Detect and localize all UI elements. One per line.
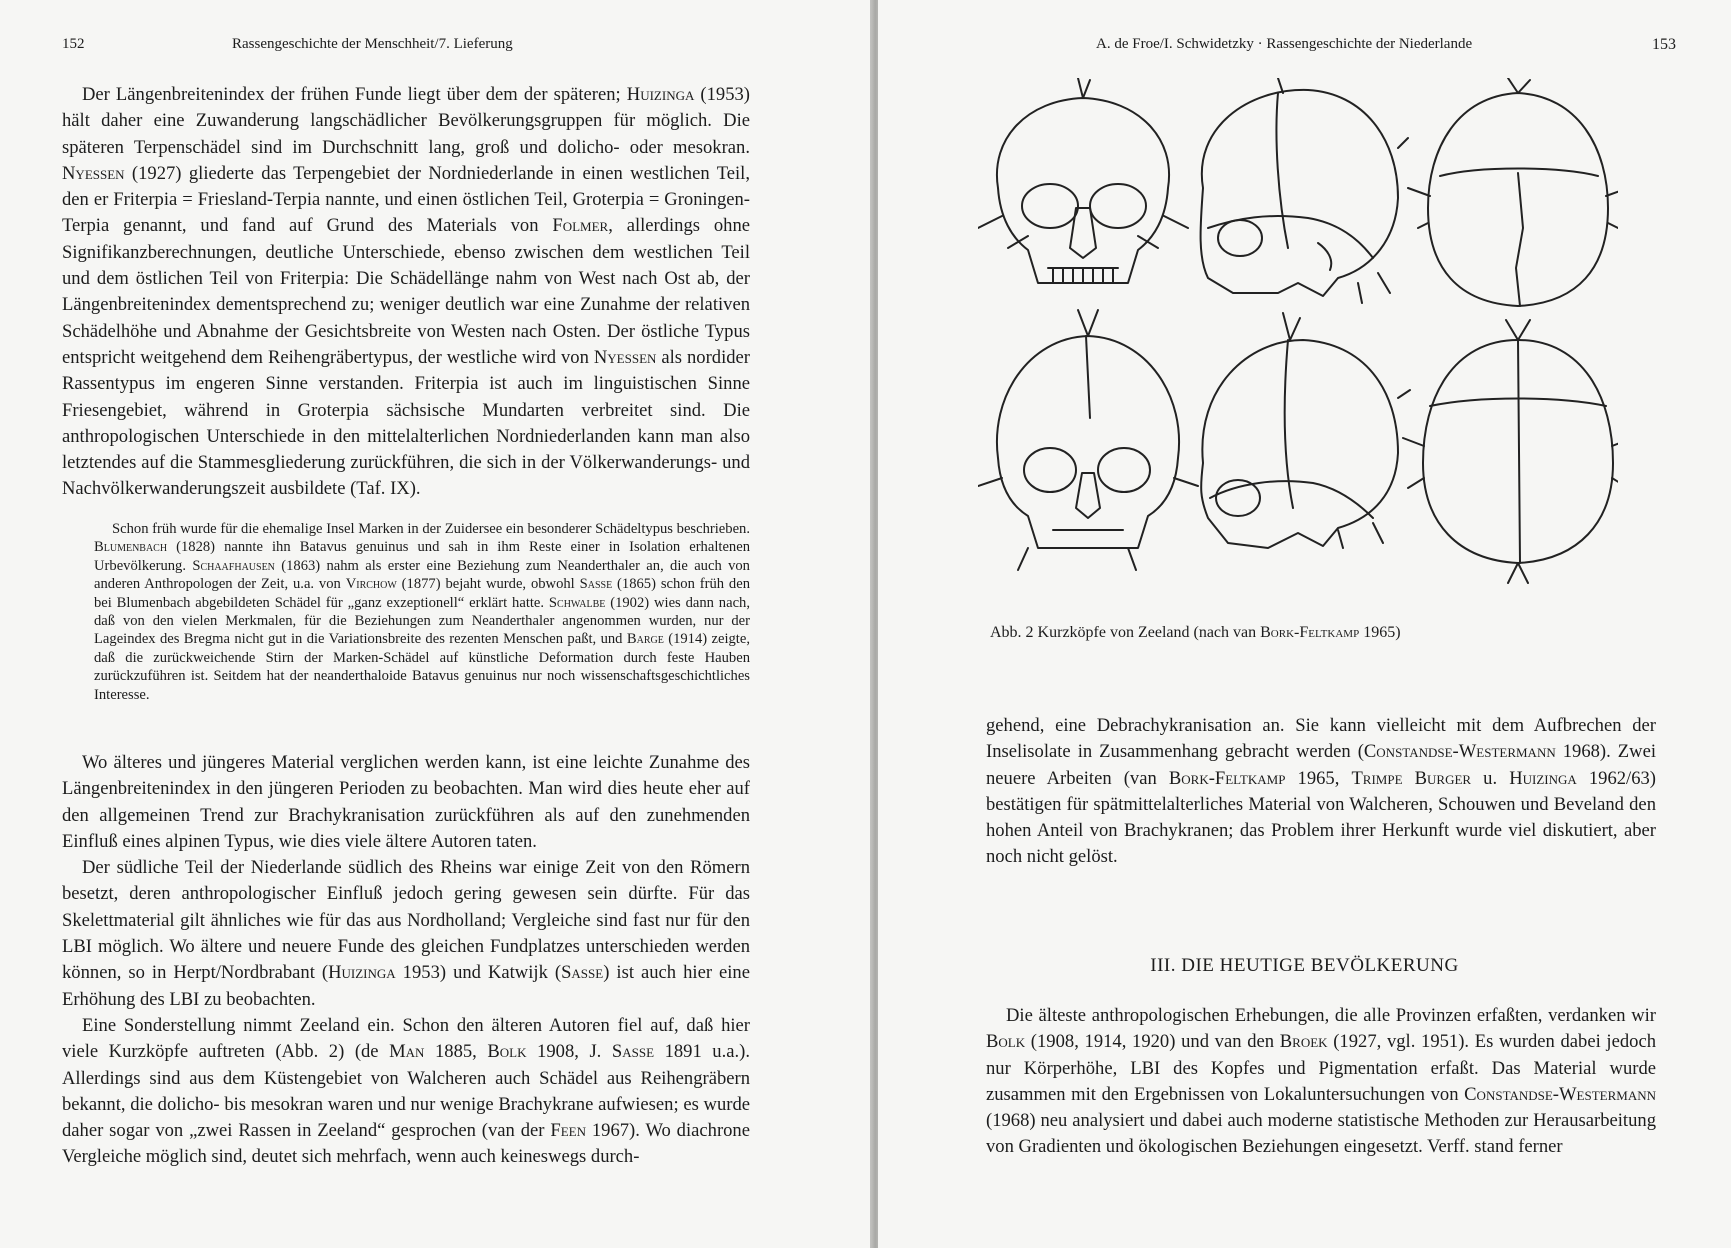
skull-vertical-top [1408,78,1618,306]
skull-frontal-bottom [978,310,1198,570]
section-heading: III. DIE HEUTIGE BEVÖLKERUNG [1150,955,1459,976]
right-running-head: A. de Froe/I. Schwidetzky · Rassengeschichte der Niederlande [1096,36,1473,52]
right-para-2: Die älteste anthropologischen Erhebungen, die alle Provinzen erfaßten, verdanken wir Bolk (1908, 1914, 1920) und van den Broek (1927, vgl. 1951). Es wurden dabei jedoch nur Körperhöhe, LBI des Kopfes und Pigmentation erfaßt. Das Material wurde zusammen mit den Ergebnissen von Lokaluntersuchungen von Constandse-Westermann (1968) neu analysiert und dabei auch moderne statistische Methoden zur Herausarbeitung von Gradienten und ökologischen Beziehungen eingesetzt. Verff. stand ferner [986,1005,1656,1158]
skull-frontal-top [978,78,1188,283]
skull-vertical-bottom [1403,320,1618,583]
left-para-2: Wo älteres und jüngeres Material verglichen werden kann, ist eine leichte Zunahme des Längenbreitenindex in den jüngeren Perioden zu beobachten. Man wird dies heute eher auf den allgemeinen Trend zur Brachykranisation zurückführen als auf den zunehmenden Einfluß eines alpinen Typus, wie dies viele ältere Autoren taten. [62,752,750,852]
left-para-1: Der Längenbreitenindex der frühen Funde liegt über dem der späteren; Huizinga (1953) hält daher eine Zuwanderung langschädlicher Bevölkerungsgruppen für möglich. Die späteren Terpenschädel sind im Durchschnitt lang, groß und dolicho- oder mesokran. Nyessen (1927) gliederte das Terpengebiet der Nordniederlande in einen westlichen Teil, den er Friterpia = Friesland-Terpia nannte, und einen östlichen Teil, Groterpia = Groningen-Terpia genannt, und fand auf Grund des Materials von Folmer, allerdings ohne Signifikanzberechnungen, deutliche Unterschiede, ebenso zwischen dem westlichen Teil und dem östlichen Teil von Friterpia: Die Schädellänge nahm von West nach Ost ab, der Längenbreitenindex dementsprechend zu; weniger deutlich war eine Zunahme der relativen Schädelhöhe und Abnahme der Gesichtsbreite von Westen nach Osten. Der östliche Typus entspricht weitgehend dem Reihengräbertypus, der westliche wird von Nyessen als nordider Rassentypus im engeren Sinne verstanden. Friterpia ist auch im linguistischen Sinne Friesengebiet, während in Groterpia sächsische Mundarten verbreitet sind. Die anthropologischen Unterschiede in den mittelalterlichen Nordniederlanden kann man also letztendes auf die Stammesgliederung zurückführen, die sich in der Völkerwanderungs- und Nachvölkerwanderungszeit ausbildete (Taf. IX). [62,84,750,500]
left-para-3: Der südliche Teil der Niederlande südlich des Rheins war einige Zeit von den Römern besetzt, deren anthropologischer Einfluß jedoch gering gewesen sein dürfte. Für das Skelettmaterial gilt ähnliches wie für das aus Nordholland; Vergleiche sind fast nur für den LBI möglich. Wo ältere und neuere Funde des gleichen Fundplatzes unterschieden werden können, so in Herpt/Nordbrabant (Huizinga 1953) und Katwijk (Sasse) ist auch hier eine Erhöhung des LBI zu beobachten. [62,857,750,1010]
skull-figure [978,78,1618,618]
left-small-print: Schon früh wurde für die ehemalige Insel Marken in der Zuidersee ein besonderer Schädeltypus beschrieben. Blumenbach (1828) nannte ihn Batavus genuinus und sah in ihm Reste einer in Isolation erhaltenen Urbevölkerung. Schaafhausen (1863) nahm als erster eine Beziehung zum Neanderthaler an, die auch von anderen Anthropologen der Zeit, u.a. von Virchow (1877) bejaht wurde, obwohl Sasse (1865) schon früh den bei Blumenbach abgebildeten Schädel für „ganz exzeptionell“ erklärt hatte. Schwalbe (1902) wies dann nach, daß von den vielen Merkmalen, für die Beziehungen zum Neanderthaler angenommen wurden, nur der Lageindex des Bregma nicht gut in die Variationsbreite des rezenten Menschen paßt, und Barge (1914) zeigte, daß die zurückweichende Stirn der Marken-Schädel auf künstliche Deformation durch feste Hauben zurückzuführen ist. Seitdem hat der neanderthaloide Batavus genuinus nur noch wissenschaftsgeschichtliches Interesse. [94,521,750,703]
right-page [878,0,1731,1248]
right-page-number: 153 [1652,36,1676,53]
left-running-head: Rassengeschichte der Menschheit/7. Lieferung [232,36,513,52]
left-paras-lower [62,750,750,1171]
figure-caption: Abb. 2 Kurzköpfe von Zeeland (nach van Bork-Feltkamp 1965) [990,624,1401,641]
left-para-4: Eine Sonderstellung nimmt Zeeland ein. Schon den älteren Autoren fiel auf, daß hier viele Kurzköpfe auftreten (Abb. 2) (de Man 1885, Bolk 1908, J. Sasse 1891 u.a.). Allerdings sind aus dem Küstengebiet von Walcheren auch Schädel aus Reihengräbern bekannt, die dolicho- bis mesokran waren und nur wenige Brachykrane aufwiesen; es wurde daher sogar von „zwei Rassen in Zeeland“ gesprochen (van der Feen 1967). Wo diachrone Vergleiche möglich sind, deutet sich mehrfach, wenn auch keineswegs durch- [62,1014,750,1168]
skull-lateral-bottom [1201,313,1410,548]
skull-lateral-top [1201,78,1408,303]
left-page-number: 152 [62,36,85,52]
right-para-1: gehend, eine Debrachykranisation an. Sie kann vielleicht mit dem Aufbrechen der Inselisolate in Zusammenhang gebracht werden (Constandse-Westermann 1968). Zwei neuere Arbeiten (van Bork-Feltkamp 1965, Trimpe Burger u. Huizinga 1962/63) bestätigen für spätmittelalterliches Material von Walcheren, Schouwen und Beveland den hohen Anteil von Brachykranen; das Problem ihrer Herkunft wurde viel diskutiert, aber noch nicht gelöst. [986,715,1656,868]
